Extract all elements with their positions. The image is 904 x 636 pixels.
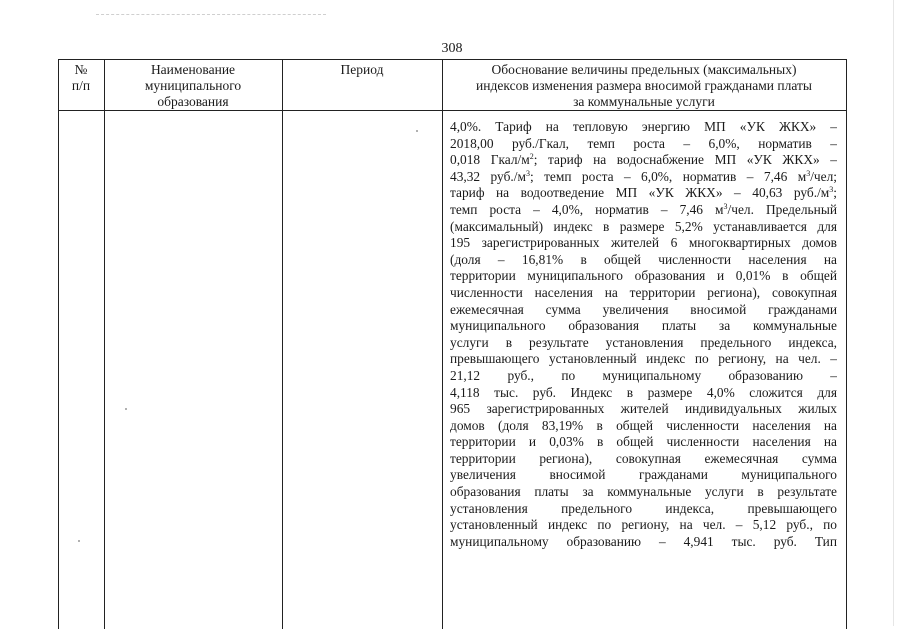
superscript: 3 — [806, 168, 811, 178]
justification-text — [450, 119, 837, 550]
justification-line: 4,0%. Тариф на тепловую энергию МП «УК ЖКХ» – — [450, 119, 837, 134]
line-fragment: ; — [833, 185, 837, 201]
justification-line: территории муниципального образования и 0,01% в общей — [450, 268, 837, 284]
header-justification — [442, 59, 846, 113]
scan-artifact-right — [893, 0, 894, 626]
table-col-border — [442, 59, 443, 629]
justification-line: территории и 0,03% в общей численности населения на — [450, 434, 837, 450]
justification-line — [450, 152, 837, 169]
justification-line — [450, 169, 837, 186]
table — [58, 59, 846, 629]
justification-line — [450, 185, 837, 202]
header-period-text: Период — [340, 62, 384, 77]
header-number — [58, 59, 104, 113]
page-number: 308 — [441, 41, 463, 56]
line-fragment: темп роста – 4,0%, норматив – 7,46 м — [450, 201, 724, 217]
justification-line: численности населения на территории региона), совокупная — [450, 284, 837, 300]
scan-artifact-top — [96, 14, 326, 15]
line-fragment: 43,32 руб./м — [450, 168, 526, 184]
header-municipality-text: Наименование муниципального образования — [144, 62, 242, 109]
justification-line: образования платы за коммунальные услуги в результате — [450, 484, 837, 500]
table-col-border — [58, 59, 59, 629]
justification-line: муниципальному образованию – 4,941 тыс. руб. Тип — [450, 533, 837, 549]
superscript: 3 — [525, 168, 530, 178]
justification-line: установления предельного индекса, превышающего — [450, 500, 837, 516]
justification-line: 21,12 руб., по муниципальному образованию – — [450, 367, 837, 383]
justification-line: услуги в результате установления предельного индекса, — [450, 334, 837, 350]
table-col-border — [104, 59, 105, 629]
justification-line: (максимальный) индекс в размере 5,2% устанавливается для — [450, 218, 837, 234]
justification-line: увеличения вносимой гражданами муниципального — [450, 467, 837, 483]
justification-line — [450, 202, 837, 219]
justification-line: превышающего установленный индекс по региону, на чел. – — [450, 351, 837, 367]
justification-line: установленный индекс по региону, на чел. – 5,12 руб., по — [450, 517, 837, 533]
header-number-text: № п/п — [71, 62, 91, 93]
justification-line: муниципального образования платы за коммунальные — [450, 318, 837, 334]
justification-line: 4,118 тыс. руб. Индекс в размере 4,0% сложится для — [450, 384, 837, 400]
line-fragment: ; тариф на водоснабжение МП «УК ЖКХ» – — [533, 152, 837, 168]
justification-line: (доля – 16,81% в общей численности населения на — [450, 251, 837, 267]
header-municipality — [104, 59, 282, 113]
superscript: 2 — [529, 152, 534, 162]
line-fragment: /чел; — [810, 168, 837, 184]
line-fragment: тариф на водоотведение МП «УК ЖКХ» – 40,63 руб./м — [450, 185, 830, 201]
line-fragment: 0,018 Гкал/м — [450, 152, 530, 168]
justification-line: домов (доля 83,19% в общей численности населения на — [450, 417, 837, 433]
superscript: 3 — [723, 201, 728, 211]
header-justification-text: Обоснование величины предельных (максимальных) индексов изменения размера вносимой гражданами платы за коммунальные услуги — [476, 62, 812, 109]
line-fragment: /чел. Предельный — [727, 201, 837, 217]
justification-line: ежемесячная сумма увеличения вносимой гражданами — [450, 301, 837, 317]
justification-line: 965 зарегистрированных жителей индивидуальных жилых — [450, 401, 837, 417]
header-period — [282, 59, 442, 113]
justification-line: 2018,00 руб./Гкал, темп роста – 6,0%, норматив – — [450, 135, 837, 151]
table-col-border — [282, 59, 283, 629]
justification-line: 195 зарегистрированных жителей 6 многоквартирных домов — [450, 235, 837, 251]
line-fragment: ; темп роста – 6,0%, норматив – 7,46 м — [529, 168, 807, 184]
superscript: 3 — [829, 185, 834, 195]
justification-line: территории региона), совокупная ежемесячная сумма — [450, 450, 837, 466]
table-col-border — [846, 59, 847, 629]
